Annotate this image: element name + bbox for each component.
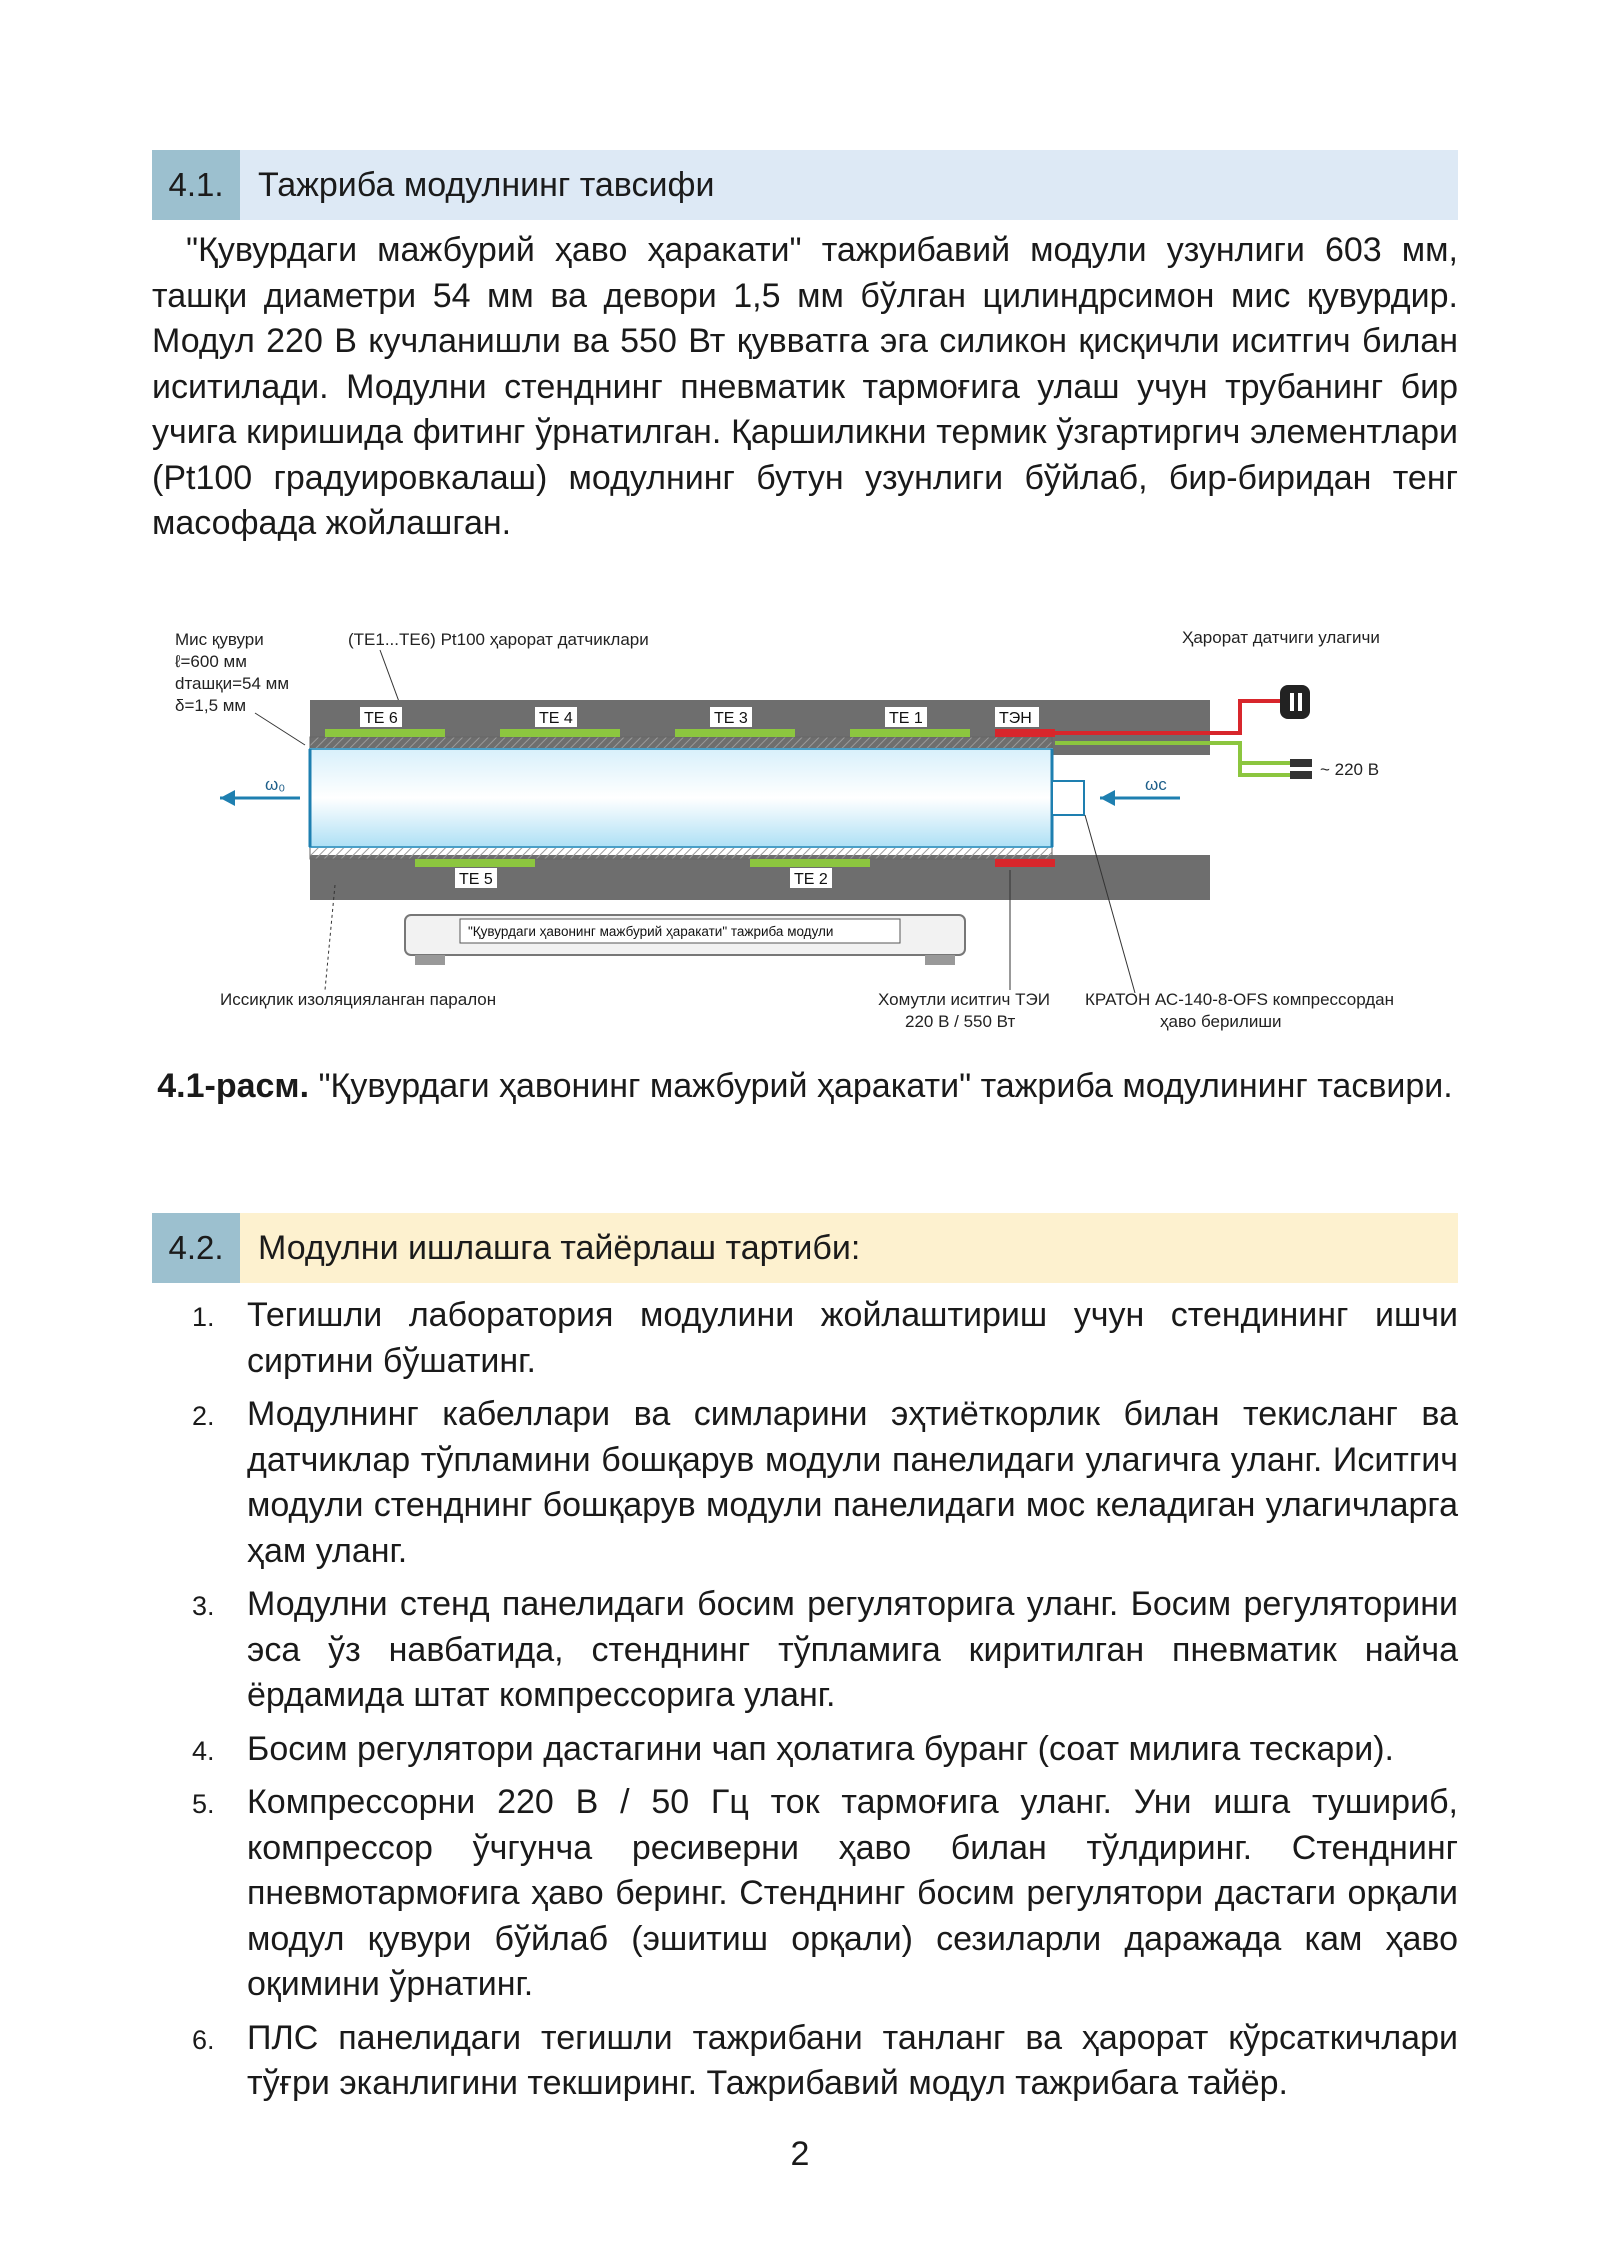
section-title: Тажриба модулнинг тавсифи (258, 165, 715, 204)
sensor-label: TE 6 (364, 710, 398, 727)
pipe-label-1: Мис қувури (175, 630, 264, 649)
compressor-label-2: ҳаво берилиши (1160, 1012, 1282, 1031)
step-number: 1. (192, 1302, 215, 1332)
step-text: Босим регулятори дастагини чап ҳолатига буранг (соат милига тескари). (247, 1729, 1394, 1768)
step-text: ПЛС панелидаги тегишли тажрибани танланг ва ҳарорат кўрсаткичлари тўғри эканлигини текширинг. Тажрибавий модул тажрибага тайёр. (247, 2018, 1458, 2102)
outflow-label: ω₀ (265, 775, 286, 794)
step-text: Тегишли лаборатория модулини жойлаштириш учун стендининг ишчи сиртини бўшатинг. (247, 1296, 1458, 1380)
pipe-label-3: dташқи=54 мм (175, 674, 290, 693)
sensor-label: TE 3 (714, 710, 748, 727)
step-number: 4. (192, 1735, 215, 1766)
list-item (152, 1392, 1458, 1574)
power-plug (1290, 759, 1312, 767)
heater-label-1: Хомутли иситгич ТЭИ (878, 990, 1050, 1009)
caption-text: "Қувурдаги ҳавонинг мажбурий ҳаракати" тажриба модулининг тасвири. (309, 1067, 1453, 1105)
step-number: 6. (192, 2024, 215, 2055)
leader-line (255, 713, 305, 745)
sensor-te6 (325, 729, 445, 737)
list-item (152, 1582, 1458, 1719)
step-text: Модулни стенд панелидаги босим регуляторига уланг. Босим регуляторини эса ўз навбатида, стенднинг тўпламига киритилган пневматик найча ёрдамида штат компрессорига уланг. (247, 1585, 1458, 1714)
sensor-connector (1280, 685, 1310, 719)
leader-line (325, 885, 335, 990)
compressor-label-1: КРАТОН АС-140-8-OFS компрессордан (1085, 990, 1395, 1009)
heater-label-2: 220 В / 550 Вт (905, 1012, 1016, 1031)
section-title: Модулни ишлашга тайёрлаш тартиби: (258, 1228, 861, 1267)
module-nameplate-text: "Қувурдаги ҳавонинг мажбурий ҳаракати" тажриба модули (468, 924, 834, 939)
step-number: 3. (192, 1591, 215, 1621)
inlet-fitting (1052, 781, 1084, 815)
sensor-label: TE 4 (539, 710, 573, 727)
sensor-label: TE 2 (794, 871, 828, 888)
page-number: 2 (790, 2135, 810, 2173)
pipe-wall-top (310, 737, 1052, 749)
list-item (152, 1293, 1458, 1384)
sensor-te2 (750, 859, 870, 867)
list-item (152, 1727, 1458, 1773)
pipe-label-2: ℓ=600 мм (175, 652, 247, 671)
step-text: Компрессорни 220 В / 50 Гц ток тармоғига уланг. Уни ишга тушириб, компрессор ўчгунча ресиверни ҳаво билан тўлдиринг. Стенднинг пневмотармоғига ҳаво беринг. Стенднинг босим регулятори дастаги орқали модул қувури бўйлаб (эшитиш орқали) сезиларли даражада кам ҳаво оқимини ўрнатинг. (247, 1783, 1458, 2003)
sensor-label: TE 5 (459, 871, 493, 888)
heater-label-box: ТЭН (999, 710, 1032, 727)
leader-line (1085, 815, 1135, 993)
step-number: 2. (192, 1401, 215, 1431)
section-header-4-2 (152, 1213, 1458, 1283)
sensor-te3 (675, 729, 795, 737)
sensor-te1 (850, 729, 970, 737)
sensor-te4 (500, 729, 620, 737)
section-header-4-1 (152, 150, 1458, 220)
module-description-paragraph: "Қувурдаги мажбурий ҳаво ҳаракати" тажрибавий модули узунлиги 603 мм, ташқи диаметри 54 мм ва девори 1,5 мм бўлган цилиндрсимон мис қувурдир. Модул 220 В кучланишли ва 550 Вт қувватга эга силикон қисқичли иситгич билан иситилади. Модулни стенднинг пневматик тармоғига улаш учун трубанинг бир учига киришида фитинг ўрнатилган. Қаршиликни термик ўзгартиргич элементлари (Pt100 градуировкалаш) модулнинг бутун узунлиги бўйлаб, бир-биридан тенг масофада жойлашган. (152, 231, 1458, 542)
voltage-label: ~ 220 В (1320, 760, 1380, 779)
step-text: Модулнинг кабеллари ва симларини эҳтиёткорлик билан текисланг ва датчиклар тўпламини бошқарув модули панелидаги улагичга уланг. Иситгич модули стенднинг бошқарув модули панелидаги мос келадиган улагичларга ҳам уланг. (247, 1395, 1458, 1570)
sensor-label: TE 1 (889, 710, 923, 727)
preparation-steps-list (152, 1293, 1458, 2115)
heater-bottom (995, 859, 1055, 867)
section-number: 4.2. (152, 1213, 240, 1283)
pipe-label-4: δ=1,5 мм (175, 696, 247, 715)
list-item (152, 2016, 1458, 2107)
pipe-interior (310, 749, 1052, 847)
step-number: 5. (192, 1789, 215, 1819)
pipe-wall-bottom (310, 847, 1052, 859)
figure-caption (152, 1063, 1458, 1109)
heater-top (995, 729, 1055, 737)
inflow-label: ωc (1145, 775, 1167, 794)
section-number: 4.1. (152, 150, 240, 220)
sensors-label: (TE1...TE6) Pt100 ҳарорат датчиклари (348, 630, 649, 649)
module-diagram (160, 615, 1440, 1055)
list-item (152, 1780, 1458, 2008)
insulation-label: Иссиқлик изоляцияланган паралон (220, 990, 497, 1009)
connector-label: Ҳарорат датчиги улагичи (1182, 628, 1380, 647)
caption-label: 4.1-расм. (157, 1067, 310, 1105)
sensor-te5 (415, 859, 535, 867)
